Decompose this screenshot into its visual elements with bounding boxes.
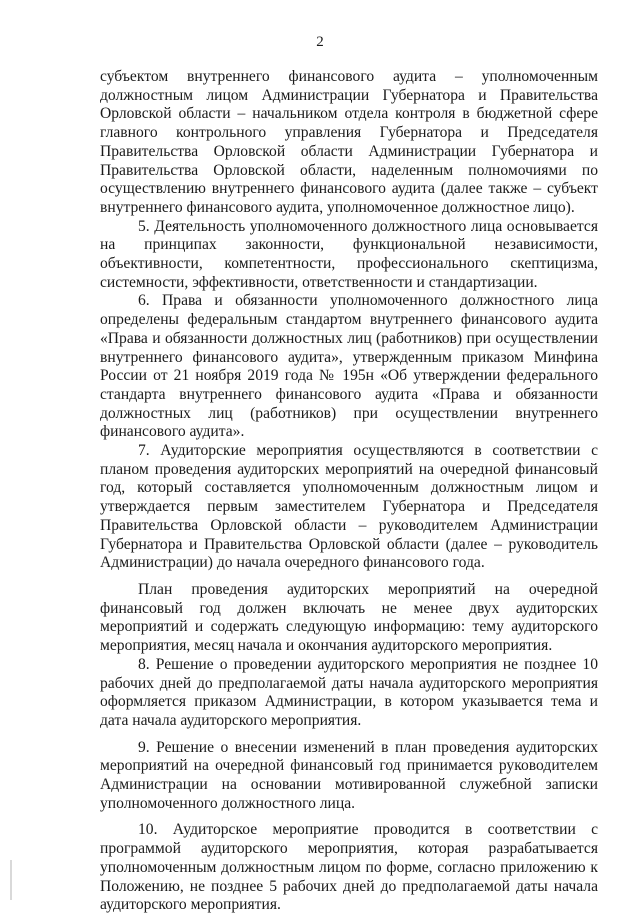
paragraph-5: 5. Деятельность уполномоченного должностного лица основывается на принципах законности, функциональной независимости, объективности, компетентности, профессионального скептицизма, системности, эффективности, ответственности и стандартизации. (100, 217, 598, 291)
paragraph-8: 8. Решение о проведении аудиторского мероприятия не позднее 10 рабочих дней до предполагаемой даты начала аудиторского мероприятия оформляется приказом Администрации, в котором указывается тема и дата начала аудиторского мероприятия. (100, 655, 598, 729)
paragraph-9: 9. Решение о внесении изменений в план проведения аудиторских мероприятий на очередной финансовый год принимается руководителем Администрации на основании мотивированной служебной записки уполномоченного должностного лица. (100, 738, 598, 812)
scan-edge-mark (10, 860, 12, 900)
paragraph-7: 7. Аудиторские мероприятия осуществляются в соответствии с планом проведения аудиторских мероприятий на очередной финансовый год, который составляется уполномоченным должностным лицом и утверждается первым заместителем Губернатора и Председателя Правительства Орловской области – руководителем Администрации Губернатора и Правительства Орловской области (далее – руководитель Администрации) до начала очередного финансового года. (100, 442, 598, 572)
page-number: 2 (316, 34, 324, 50)
paragraph-6: 6. Права и обязанности уполномоченного должностного лица определены федеральным стандартом внутреннего финансового аудита «Права и обязанности должностных лиц (работников) при осуществлении внутреннего финансового аудита», утвержденным приказом Минфина России от 21 ноября 2019 года № 195н «Об утверждении федерального стандарта внутреннего финансового аудита «Права и обязанности должностных лиц (работников) при осуществлении внутреннего финансового аудита». (100, 292, 598, 441)
document-body (100, 68, 598, 915)
paragraph-10: 10. Аудиторское мероприятие проводится в соответствии с программой аудиторского мероприятия, которая разрабатывается уполномоченным должностным лицом по форме, согласно приложению к Положению, не позднее 5 рабочих дней до предполагаемой даты начала аудиторского мероприятия. (100, 821, 598, 914)
paragraph-7-plan: План проведения аудиторских мероприятий на очередной финансовый год должен включать не менее двух аудиторских мероприятий и содержать следующую информацию: тему аудиторского мероприятия, месяц начала и окончания аудиторского мероприятия. (100, 580, 598, 655)
paragraph-subject-continuation: субъектом внутреннего финансового аудита – уполномоченным должностным лицом Администрации Губернатора и Правительства Орловской области – начальником отдела контроля в бюджетной сфере главного контрольного управления Губернатора и Председателя Правительства Орловской области Администрации Губернатора и Правительства Орловской области, наделенным полномочиями по осуществлению внутреннего финансового аудита (далее также – субъект внутреннего финансового аудита, уполномоченное должностное лицо). (100, 68, 598, 216)
